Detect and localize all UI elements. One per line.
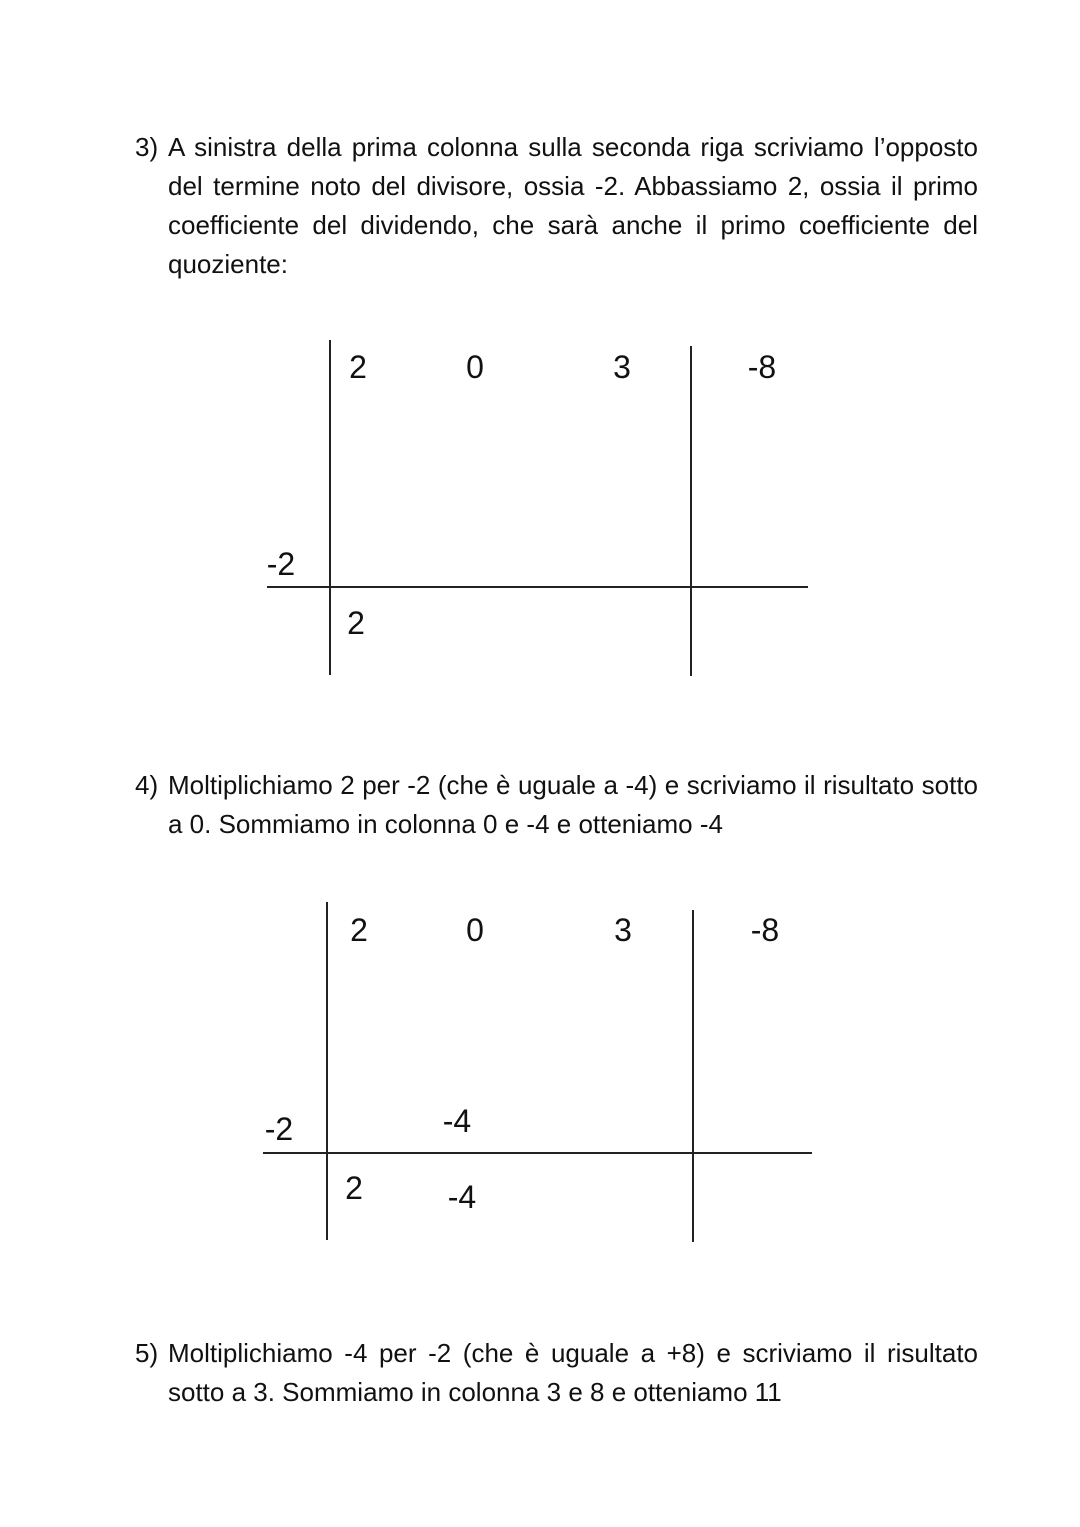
step-number: 4): [135, 770, 159, 800]
step-number: 3): [135, 132, 159, 162]
result-1: 2: [347, 605, 365, 641]
coefficient-1: 2: [349, 349, 367, 385]
result-2: -4: [447, 1179, 477, 1215]
left-vertical-rule: [326, 902, 328, 1240]
result-horizontal-rule: [267, 586, 808, 588]
left-vertical-rule: [329, 340, 331, 675]
coefficient-2: 0: [466, 912, 484, 948]
remainder-vertical-rule: [690, 346, 692, 676]
step-number: 5): [135, 1338, 159, 1368]
result-1: 2: [345, 1170, 363, 1206]
divisor-root: -2: [264, 1111, 294, 1147]
result-horizontal-rule: [263, 1152, 812, 1154]
product-2: -4: [442, 1103, 472, 1139]
step-text: A sinistra della prima colonna sulla seconda riga scriviamo l’opposto del termine noto del divisore, ossia -2. Abbassiamo 2, ossia il primo coefficiente del dividendo, che sarà anche il primo coefficiente del quoziente:: [168, 132, 978, 279]
divisor-root: -2: [266, 546, 296, 582]
coefficient-3: 3: [614, 912, 632, 948]
remainder-vertical-rule: [692, 910, 694, 1242]
step-3: [135, 128, 978, 284]
step-text: Moltiplichiamo -4 per -2 (che è uguale a +8) e scriviamo il risultato sotto a 3. Sommiamo in colonna 3 e 8 e otteniamo 11: [168, 1338, 978, 1407]
constant-term: -8: [747, 349, 777, 385]
coefficient-2: 0: [466, 349, 484, 385]
step-text: Moltiplichiamo 2 per -2 (che è uguale a -4) e scriviamo il risultato sotto a 0. Sommiamo in colonna 0 e -4 e otteniamo -4: [168, 770, 978, 839]
constant-term: -8: [750, 912, 780, 948]
coefficient-1: 2: [350, 912, 368, 948]
step-5: [135, 1334, 978, 1412]
coefficient-3: 3: [613, 349, 631, 385]
step-4: [135, 766, 978, 844]
